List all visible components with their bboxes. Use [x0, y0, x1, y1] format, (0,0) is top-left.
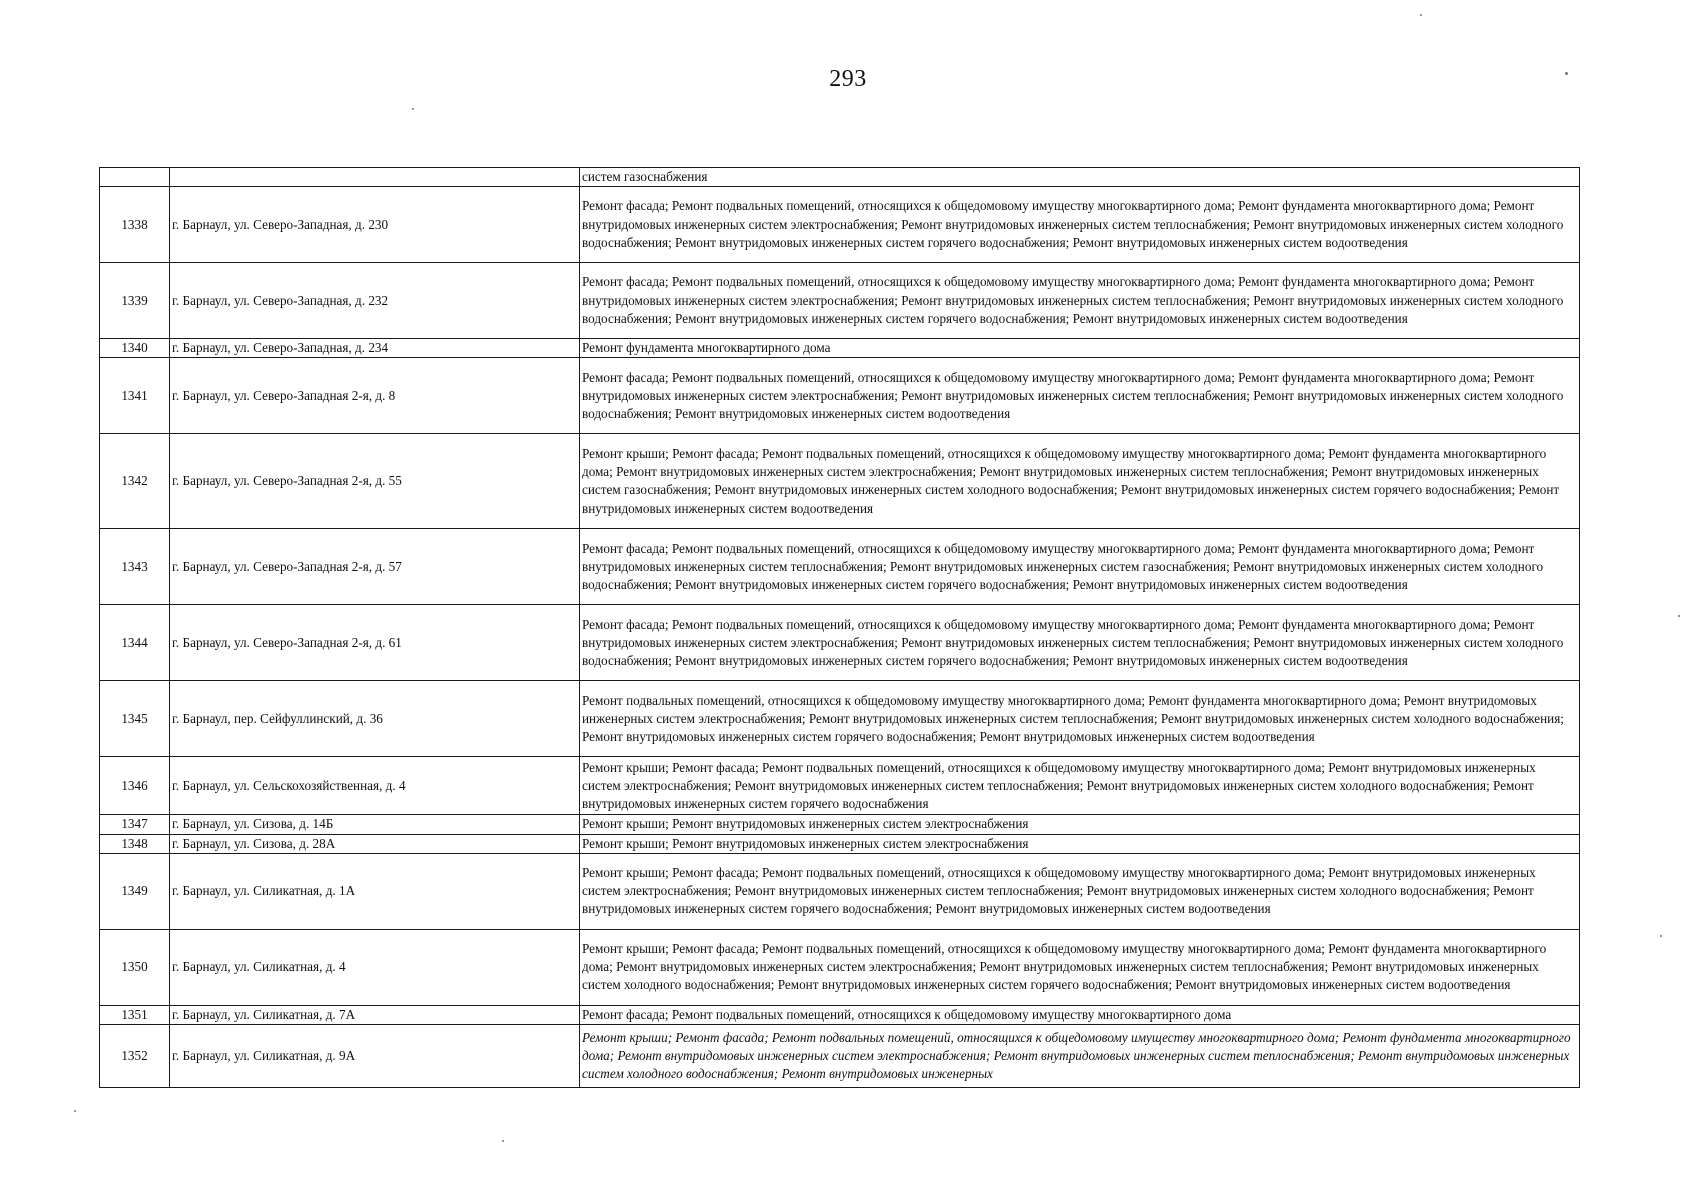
row-works: Ремонт фасада; Ремонт подвальных помещений, относящихся к общедомовому имуществу многоквартирного дома; Ремонт фундамента многоквартирного дома; Ремонт внутридомовых инженерных систем электроснабжения; Ремонт внутридомовых инженерных систем теплоснабжения; Ремонт внутридомовых инженерных систем холодного водоснабжения; Ремонт внутридомовых инженерных систем горячего водоснабжения; Ремонт внутридомовых инженерных систем водоотведения: [580, 605, 1580, 681]
row-address: г. Барнаул, ул. Силикатная, д. 9А: [170, 1025, 580, 1088]
repair-register-table: [99, 167, 1580, 1088]
row-works: Ремонт подвальных помещений, относящихся к общедомовому имуществу многоквартирного дома; Ремонт фундамента многоквартирного дома; Ремонт внутридомовых инженерных систем электроснабжения; Ремонт внутридомовых инженерных систем теплоснабжения; Ремонт внутридомовых инженерных систем холодного водоснабжения; Ремонт внутридомовых инженерных систем горячего водоснабжения; Ремонт внутридомовых инженерных систем водоотведения: [580, 681, 1580, 757]
row-works: Ремонт фасада; Ремонт подвальных помещений, относящихся к общедомовому имуществу многоквартирного дома; Ремонт фундамента многоквартирного дома; Ремонт внутридомовых инженерных систем теплоснабжения; Ремонт внутридомовых инженерных систем газоснабжения; Ремонт внутридомовых инженерных систем холодного водоснабжения; Ремонт внутридомовых инженерных систем горячего водоснабжения; Ремонт внутридомовых инженерных систем водоотведения: [580, 529, 1580, 605]
row-number: 1343: [100, 529, 170, 605]
row-number: 1341: [100, 358, 170, 434]
row-address: [170, 168, 580, 187]
row-works: Ремонт фасада; Ремонт подвальных помещений, относящихся к общедомовому имуществу многоквартирного дома: [580, 1005, 1580, 1024]
row-number: 1346: [100, 757, 170, 815]
row-number: 1350: [100, 929, 170, 1005]
row-address: г. Барнаул, ул. Сельскохозяйственная, д. 4: [170, 757, 580, 815]
table-row: [100, 339, 1580, 358]
table-row: [100, 815, 1580, 834]
row-number: 1348: [100, 834, 170, 853]
row-number: 1339: [100, 263, 170, 339]
table-row: [100, 168, 1580, 187]
page-number: 293: [829, 66, 867, 92]
row-number: 1351: [100, 1005, 170, 1024]
row-address: г. Барнаул, ул. Северо-Западная, д. 234: [170, 339, 580, 358]
row-number: 1347: [100, 815, 170, 834]
row-number: 1344: [100, 605, 170, 681]
row-address: г. Барнаул, ул. Северо-Западная 2-я, д. 57: [170, 529, 580, 605]
row-address: г. Барнаул, ул. Силикатная, д. 4: [170, 929, 580, 1005]
row-works: Ремонт крыши; Ремонт фасада; Ремонт подвальных помещений, относящихся к общедомовому имуществу многоквартирного дома; Ремонт фундамента многоквартирного дома; Ремонт внутридомовых инженерных систем электроснабжения; Ремонт внутридомовых инженерных систем теплоснабжения; Ремонт внутридомовых инженерных систем газоснабжения; Ремонт внутридомовых инженерных систем холодного водоснабжения; Ремонт внутридомовых инженерных систем горячего водоснабжения; Ремонт внутридомовых инженерных систем водоотведения: [580, 434, 1580, 529]
row-address: г. Барнаул, ул. Северо-Западная, д. 230: [170, 187, 580, 263]
row-address: г. Барнаул, ул. Сизова, д. 28А: [170, 834, 580, 853]
row-number: 1349: [100, 853, 170, 929]
table-row: [100, 1025, 1580, 1088]
row-number: 1338: [100, 187, 170, 263]
table-row: [100, 834, 1580, 853]
row-number: 1345: [100, 681, 170, 757]
table-row: [100, 757, 1580, 815]
row-address: г. Барнаул, ул. Северо-Западная, д. 232: [170, 263, 580, 339]
table-row: [100, 1005, 1580, 1024]
table-row: [100, 358, 1580, 434]
table-row: [100, 929, 1580, 1005]
table-row: [100, 187, 1580, 263]
table-row: [100, 263, 1580, 339]
table-row: [100, 434, 1580, 529]
row-number: 1352: [100, 1025, 170, 1088]
row-works: Ремонт фасада; Ремонт подвальных помещений, относящихся к общедомовому имуществу многоквартирного дома; Ремонт фундамента многоквартирного дома; Ремонт внутридомовых инженерных систем электроснабжения; Ремонт внутридомовых инженерных систем теплоснабжения; Ремонт внутридомовых инженерных систем холодного водоснабжения; Ремонт внутридомовых инженерных систем горячего водоснабжения; Ремонт внутридомовых инженерных систем водоотведения: [580, 263, 1580, 339]
row-address: г. Барнаул, ул. Силикатная, д. 7А: [170, 1005, 580, 1024]
row-number: 1342: [100, 434, 170, 529]
row-works: Ремонт фасада; Ремонт подвальных помещений, относящихся к общедомовому имуществу многоквартирного дома; Ремонт фундамента многоквартирного дома; Ремонт внутридомовых инженерных систем электроснабжения; Ремонт внутридомовых инженерных систем теплоснабжения; Ремонт внутридомовых инженерных систем холодного водоснабжения; Ремонт внутридомовых инженерных систем водоотведения: [580, 358, 1580, 434]
row-address: г. Барнаул, ул. Северо-Западная 2-я, д. 61: [170, 605, 580, 681]
row-works: Ремонт крыши; Ремонт внутридомовых инженерных систем электроснабжения: [580, 815, 1580, 834]
row-works: Ремонт крыши; Ремонт фасада; Ремонт подвальных помещений, относящихся к общедомовому имуществу многоквартирного дома; Ремонт внутридомовых инженерных систем электроснабжения; Ремонт внутридомовых инженерных систем теплоснабжения; Ремонт внутридомовых инженерных систем холодного водоснабжения; Ремонт внутридомовых инженерных систем горячего водоснабжения: [580, 757, 1580, 815]
table-row: [100, 853, 1580, 929]
row-works: Ремонт крыши; Ремонт фасада; Ремонт подвальных помещений, относящихся к общедомовому имуществу многоквартирного дома; Ремонт фундамента многоквартирного дома; Ремонт внутридомовых инженерных систем электроснабжения; Ремонт внутридомовых инженерных систем теплоснабжения; Ремонт внутридомовых инженерных систем холодного водоснабжения; Ремонт внутридомовых инженерных систем горячего водоснабжения; Ремонт внутридомовых инженерных систем водоотведения: [580, 929, 1580, 1005]
row-works: Ремонт фундамента многоквартирного дома: [580, 339, 1580, 358]
table-row: [100, 605, 1580, 681]
row-address: г. Барнаул, пер. Сейфуллинский, д. 36: [170, 681, 580, 757]
row-works: Ремонт крыши; Ремонт фасада; Ремонт подвальных помещений, относящихся к общедомовому имуществу многоквартирного дома; Ремонт фундамента многоквартирного дома; Ремонт внутридомовых инженерных систем электроснабжения; Ремонт внутридомовых инженерных систем теплоснабжения; Ремонт внутридомовых инженерных систем холодного водоснабжения; Ремонт внутридомовых инженерных: [580, 1025, 1580, 1088]
row-works: систем газоснабжения: [580, 168, 1580, 187]
table-row: [100, 529, 1580, 605]
row-address: г. Барнаул, ул. Силикатная, д. 1А: [170, 853, 580, 929]
row-address: г. Барнаул, ул. Северо-Западная 2-я, д. 55: [170, 434, 580, 529]
row-address: г. Барнаул, ул. Северо-Западная 2-я, д. 8: [170, 358, 580, 434]
row-works: Ремонт фасада; Ремонт подвальных помещений, относящихся к общедомовому имуществу многоквартирного дома; Ремонт фундамента многоквартирного дома; Ремонт внутридомовых инженерных систем электроснабжения; Ремонт внутридомовых инженерных систем теплоснабжения; Ремонт внутридомовых инженерных систем холодного водоснабжения; Ремонт внутридомовых инженерных систем горячего водоснабжения; Ремонт внутридомовых инженерных систем водоотведения: [580, 187, 1580, 263]
table-row: [100, 681, 1580, 757]
row-number: [100, 168, 170, 187]
table-body: [100, 168, 1580, 1088]
row-number: 1340: [100, 339, 170, 358]
row-works: Ремонт крыши; Ремонт фасада; Ремонт подвальных помещений, относящихся к общедомовому имуществу многоквартирного дома; Ремонт внутридомовых инженерных систем электроснабжения; Ремонт внутридомовых инженерных систем теплоснабжения; Ремонт внутридомовых инженерных систем холодного водоснабжения; Ремонт внутридомовых инженерных систем горячего водоснабжения; Ремонт внутридомовых инженерных систем водоотведения: [580, 853, 1580, 929]
row-address: г. Барнаул, ул. Сизова, д. 14Б: [170, 815, 580, 834]
row-works: Ремонт крыши; Ремонт внутридомовых инженерных систем электроснабжения: [580, 834, 1580, 853]
